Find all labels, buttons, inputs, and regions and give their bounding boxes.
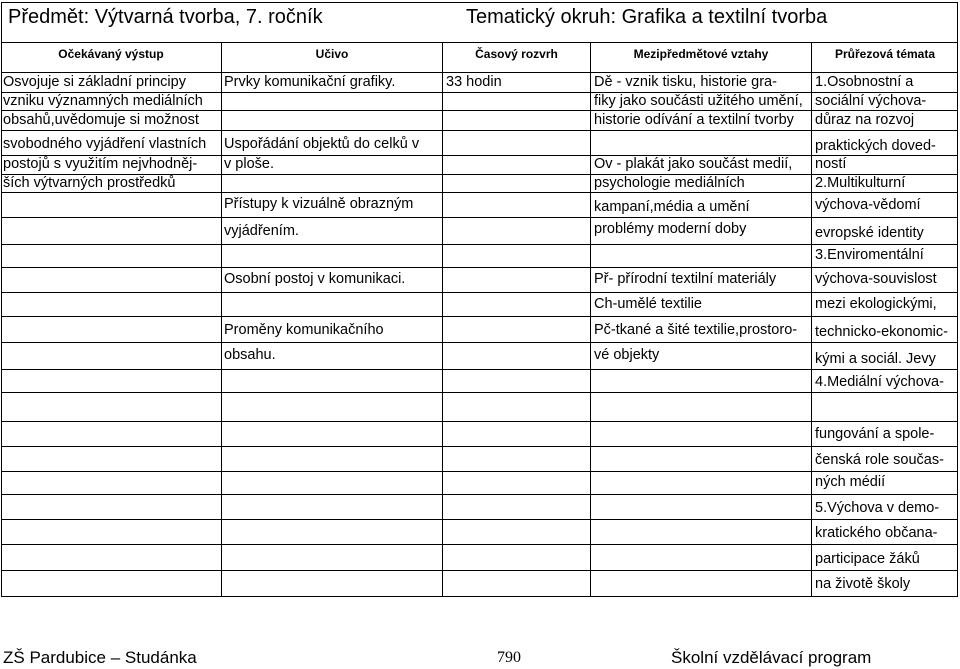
outcome-line: vzniku významných mediálních <box>3 93 203 109</box>
theme-line: výchova-souvislost <box>815 271 937 287</box>
theme-line: sociální výchova- <box>815 93 927 109</box>
outcome-line: ších výtvarných prostředků <box>3 175 176 191</box>
column-divider <box>221 42 222 597</box>
content-line: Prvky komunikační grafiky. <box>224 74 396 90</box>
header-divider <box>1 42 958 43</box>
theme-line: na životě školy <box>815 576 911 592</box>
relation-line: Př- přírodní textilní materiály <box>594 271 777 287</box>
row-line <box>1 342 958 343</box>
content-line: Proměny komunikačního <box>224 322 384 338</box>
row-line <box>1 292 958 293</box>
row-line <box>1 421 958 422</box>
theme-line: 3.Enviromentální <box>815 247 924 263</box>
column-header-content: Učivo <box>315 47 349 61</box>
row-line <box>1 446 958 447</box>
footer-program: Školní vzdělávací program <box>671 648 872 667</box>
content-line: Uspořádání objektů do celků v <box>224 136 420 152</box>
theme-line: kými a sociál. Jevy <box>815 351 936 367</box>
theme-line: mezi ekologickými, <box>815 296 937 312</box>
theme-line: ných médií <box>815 474 886 490</box>
relation-line: Ov - plakát jako součást medií, <box>594 156 793 172</box>
row-line <box>1 217 958 218</box>
theme-line: 2.Multikulturní <box>815 175 906 191</box>
content-line: vyjádřením. <box>224 223 299 239</box>
column-header-outcome: Očekávaný výstup <box>58 47 164 61</box>
outcome-line: Osvojuje si základní principy <box>3 74 186 90</box>
content-line: v ploše. <box>224 156 274 172</box>
content-line: Osobní postoj v komunikaci. <box>224 271 406 287</box>
theme-line: participace žáků <box>815 551 920 567</box>
theme-line: technicko-ekonomic- <box>815 324 948 340</box>
column-divider <box>811 42 812 597</box>
theme-line: 4.Mediální výchova- <box>815 374 944 390</box>
column-header-cross-subject: Mezipředmětové vztahy <box>633 47 769 61</box>
subject-title: Předmět: Výtvarná tvorba, 7. ročník <box>8 6 323 28</box>
column-divider <box>442 42 443 597</box>
row-line <box>1 316 958 317</box>
relation-line: Ch-umělé textilie <box>594 296 702 312</box>
column-header-time: Časový rozvrh <box>475 47 558 61</box>
time-allocation: 33 hodin <box>446 74 502 90</box>
row-line <box>1 544 958 545</box>
row-line <box>1 392 958 393</box>
theme-line: ností <box>815 156 847 172</box>
column-header-divider <box>1 72 958 73</box>
theme-line: čenská role součas- <box>815 452 944 468</box>
row-line <box>1 267 958 268</box>
row-line <box>1 110 958 111</box>
outcome-line: obsahů,uvědomuje si možnost <box>3 112 199 128</box>
relation-line: fiky jako součásti užitého umění, <box>594 93 803 109</box>
page-number: 790 <box>497 649 521 666</box>
outcome-line: postojů s využitím nejvhodněj- <box>3 156 198 172</box>
theme-line: důraz na rozvoj <box>815 112 915 128</box>
theme-line: evropské identity <box>815 225 924 241</box>
theme-line: 5.Výchova v demo- <box>815 500 940 516</box>
relation-line: vé objekty <box>594 347 660 363</box>
outcome-line: svobodného vyjádření vlastních <box>3 136 207 152</box>
row-line <box>1 570 958 571</box>
relation-line: Dě - vznik tisku, historie gra- <box>594 74 777 90</box>
row-line <box>1 369 958 370</box>
column-divider <box>590 42 591 597</box>
relation-line: kampaní,média a umění <box>594 199 750 215</box>
row-line <box>1 494 958 495</box>
row-line <box>1 244 958 245</box>
row-line <box>1 519 958 520</box>
topic-title: Tematický okruh: Grafika a textilní tvorba <box>466 6 828 28</box>
theme-line: výchova-vědomí <box>815 197 921 213</box>
footer-school: ZŠ Pardubice – Studánka <box>3 648 197 667</box>
content-line: obsahu. <box>224 347 276 363</box>
theme-line: kratického občana- <box>815 525 938 541</box>
theme-line: 1.Osobnostní a <box>815 74 914 90</box>
relation-line: Pč-tkané a šité textilie,prostoro- <box>594 322 798 338</box>
theme-line: fungování a spole- <box>815 426 935 442</box>
content-line: Přístupy k vizuálně obrazným <box>224 196 414 212</box>
theme-line: praktických doved- <box>815 138 936 154</box>
relation-line: problémy moderní doby <box>594 221 747 237</box>
row-line <box>1 130 958 131</box>
row-line <box>1 471 958 472</box>
relation-line: psychologie mediálních <box>594 175 745 191</box>
relation-line: historie odívání a textilní tvorby <box>594 112 794 128</box>
row-line <box>1 192 958 193</box>
column-header-themes: Průřezová témata <box>834 47 936 61</box>
